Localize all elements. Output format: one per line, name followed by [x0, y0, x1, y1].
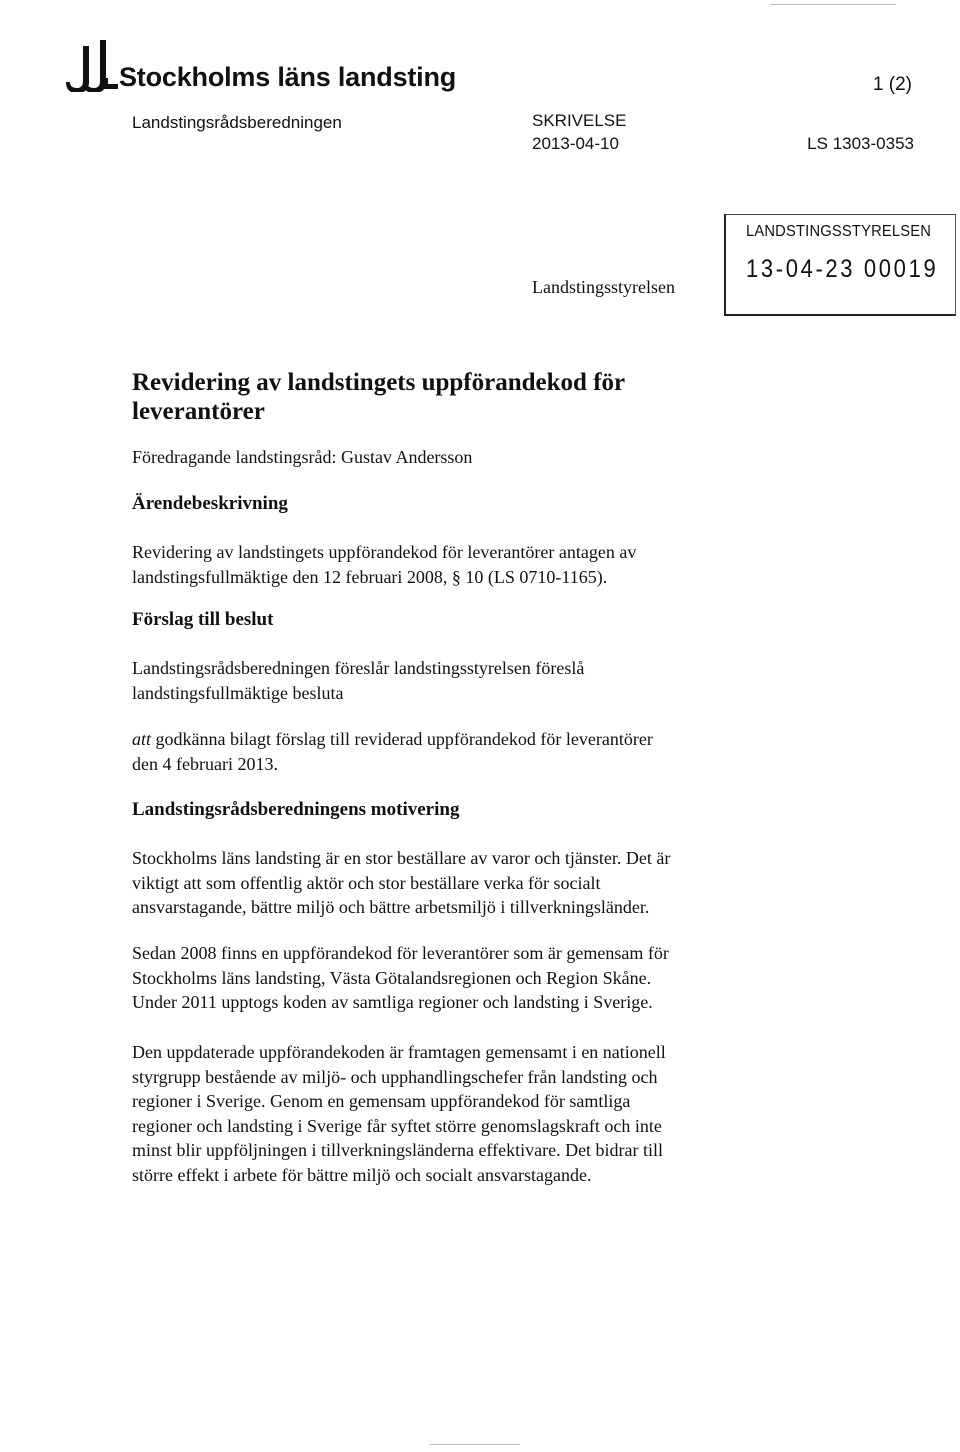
text-line: Revidering av landstingets uppförandekod för leverantörer antagen av: [132, 542, 637, 562]
motivation-paragraph-1: [132, 846, 812, 920]
text-line: landstingsfullmäktige besluta: [132, 682, 344, 703]
description-paragraph: [132, 540, 812, 589]
text-line: ansvarstagande, bättre miljö och bättre arbetsmiljö i tillverkningsländer.: [132, 897, 650, 917]
organization-name: Stockholms läns landsting: [119, 62, 457, 92]
stamp-organization: LANDSTINGSSTYRELSEN: [746, 223, 932, 240]
document-title: [132, 368, 772, 426]
stamp-code: 13-04-23 00019: [746, 255, 939, 283]
text-line: Stockholms läns landsting, Västa Götalandsregionen och Region Skåne.: [132, 967, 652, 988]
proposal-intro-paragraph: [132, 656, 812, 705]
text-line: [132, 727, 812, 752]
sender: Landstingsrådsberedningen: [132, 113, 342, 132]
decision-text: godkänna bilagt förslag till reviderad uppförandekod för leverantörer: [151, 729, 653, 749]
motivation-paragraph-3: [132, 1040, 812, 1187]
title-line: leverantörer: [132, 398, 265, 425]
description-heading: Ärendebeskrivning: [132, 493, 288, 514]
landsting-logo-icon: [66, 38, 118, 92]
text-line: den 4 februari 2013.: [132, 753, 278, 774]
page-number: 1 (2): [872, 74, 912, 95]
text-line: större effekt i arbete för bättre miljö och socialt ansvarstagande.: [132, 1164, 592, 1185]
motivation-heading: Landstingsrådsberedningens motivering: [132, 799, 460, 820]
text-line: viktigt att som offentlig aktör och stor beställare verka för socialt: [132, 872, 601, 893]
document-date: 2013-04-10: [532, 134, 619, 153]
text-line: minst blir uppföljningen i tillverkningsländerna effektivare. Det bidrar till: [132, 1140, 664, 1160]
text-line: regioner i Sverige. Genom en gemensam uppförandekod för samtliga: [132, 1091, 631, 1111]
att-keyword: att: [132, 729, 152, 749]
text-line: regioner och landsting i Sverige får syftet större genomslagskraft och inte: [132, 1115, 662, 1136]
scan-artifact: [770, 4, 896, 5]
document-type: SKRIVELSE: [532, 111, 627, 130]
text-line: Landstingsrådsberedningen föreslår landstingsstyrelsen föreslå: [132, 658, 585, 678]
text-line: Den uppdaterade uppförandekoden är framtagen gemensamt i en nationell: [132, 1042, 666, 1062]
text-line: Under 2011 upptogs koden av samtliga regioner och landsting i Sverige.: [132, 992, 653, 1012]
text-line: Stockholms läns landsting är en stor beställare av varor och tjänster. Det är: [132, 848, 671, 868]
text-line: landstingsfullmäktige den 12 februari 2008, § 10 (LS 0710-1165).: [132, 566, 608, 587]
proposal-decision-paragraph: [132, 727, 812, 776]
motivation-paragraph-2: [132, 941, 812, 1015]
title-line: Revidering av landstingets uppförandekod för: [132, 369, 626, 396]
document-reference: LS 1303-0353: [807, 134, 914, 153]
text-line: Sedan 2008 finns en uppförandekod för leverantörer som är gemensam för: [132, 943, 669, 963]
scan-artifact: [430, 1444, 520, 1445]
recipient: Landstingsstyrelsen: [532, 277, 675, 297]
text-line: styrgrupp bestående av miljö- och upphandlingschefer från landsting och: [132, 1066, 658, 1087]
presenting-councillor: Föredragande landstingsråd: Gustav Andersson: [132, 447, 473, 467]
proposal-heading: Förslag till beslut: [132, 609, 274, 630]
received-stamp: [724, 214, 956, 316]
